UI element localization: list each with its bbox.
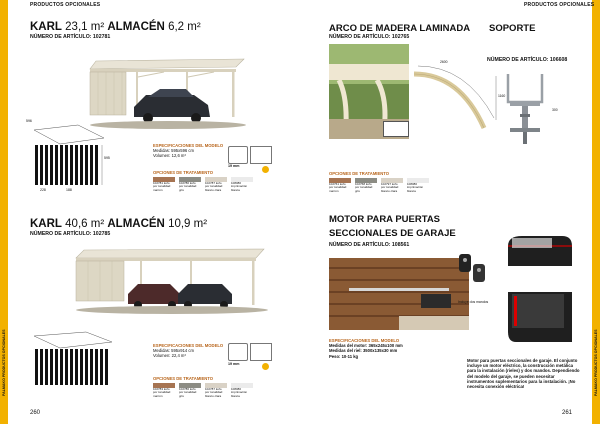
- motor-spec-2: Medidas del riel: 3500x135x30 mm: [329, 348, 398, 354]
- karl1-dim-bottom-a: 228: [40, 188, 46, 192]
- karl1-spec-volume: Volumen: 12,6 m³: [153, 153, 186, 159]
- karl1-treatment-title: OPCIONES DE TRATAMIENTO: [153, 170, 214, 175]
- arco-article-number: NÚMERO DE ARTÍCULO: 102765: [329, 34, 410, 40]
- karl1-article-number: NÚMERO DE ARTÍCULO: 102781: [30, 34, 111, 40]
- karl2-spec-dims: Medidas: 595x914 cm: [153, 348, 194, 353]
- karl2-spec-volume: Volumen: 22,4 m³: [153, 353, 186, 359]
- karl1-dim-top: 596: [26, 119, 32, 123]
- karl2-carport-image: [60, 246, 270, 318]
- arco-treatment-title: OPCIONES DE TRATAMIENTO: [329, 171, 390, 176]
- left-page-header: PRODUCTOS OPCIONALES: [30, 2, 101, 8]
- motor-spec-1: Medidas del motor: 365x245x100 mm: [329, 343, 403, 348]
- motor-article-number: NÚMERO DE ARTÍCULO: 108561: [329, 242, 410, 248]
- karl2-treatment-title: OPCIONES DE TRATAMIENTO: [153, 376, 214, 381]
- karl1-dim-right: 595: [104, 156, 110, 160]
- karl2-badge-icon: [262, 363, 269, 370]
- right-sidebar-text: PALMAKO PRODUCTOS OPCIONALES: [594, 329, 598, 396]
- motor-description: Motor para puertas seccionales de garaje. El conjunto incluye un motor eléctrico, la construcción metálica para la instalación (rieles) y dos mandos. Dependiendo del modelo del garaje, se pueden necesitar instrumentos suplementarios para la instalación. ¡No necesita conexión eléctrica!: [467, 358, 580, 390]
- karl2-spec-block: [153, 343, 233, 359]
- karl1-badge-icon: [262, 166, 269, 173]
- soporte-article-number: NÚMERO DE ARTÍCULO: 106608: [487, 57, 568, 63]
- arco-dim-a: 2600: [440, 60, 448, 64]
- remote-controls-image: [455, 250, 490, 300]
- roof-profile-icon: [250, 343, 272, 361]
- karl2-article-number: NÚMERO DE ARTÍCULO: 102785: [30, 231, 111, 237]
- remote-caption: Incluye dos mandos: [458, 300, 489, 304]
- karl2-treatment-swatches: 102783 kofo por tonalidad marrón 102786 kofo por tonalidad gris 102787 kofo por tonalidad blanco clara 108080 imprimación blanca: [153, 383, 253, 398]
- right-page-number: 261: [562, 410, 573, 416]
- karl2-title: KARL 40,6 m² ALMACÉN 10,9 m²: [30, 218, 208, 230]
- karl1-spec-dims: Medidas: 595x596 cm: [153, 148, 194, 153]
- right-page-header: PRODUCTOS OPCIONALES: [524, 2, 595, 8]
- wall-thickness-icon: [228, 343, 248, 361]
- motor-spec-3: Peso: 10-11 kg: [329, 353, 359, 359]
- karl1-title: KARL 23,1 m² ALMACÉN 6,2 m²: [30, 21, 201, 33]
- karl2-spec-title: ESPECIFICACIONES DEL MODELO: [153, 343, 224, 348]
- arco-dim-b: 1160: [498, 94, 506, 98]
- karl1-floor-plan: [30, 120, 108, 192]
- motor-unit-image: [502, 232, 578, 350]
- motor-title-line1: MOTOR PARA PUERTAS: [329, 214, 441, 225]
- karl1-dim-bottom-b: 188: [66, 188, 72, 192]
- karl1-spec-block: [153, 143, 225, 159]
- wall-thickness-icon: [228, 146, 248, 164]
- left-sidebar-text: PALMAKO PRODUCTOS OPCIONALES: [1, 329, 6, 396]
- soporte-title: SOPORTE: [489, 23, 536, 34]
- motor-spec-block: [329, 338, 439, 359]
- motor-title-line2: SECCIONALES DE GARAJE: [329, 228, 456, 239]
- karl1-treatment-swatches: 102781 kofo por tonalidad marrón 102780 kofo por tonalidad gris 102787 kofo por tonalidad blanco clara 108080 imprimación blanca: [153, 177, 253, 192]
- motor-garage-photo: [329, 258, 469, 330]
- roof-profile-icon: [250, 146, 272, 164]
- soporte-dim: 300: [552, 108, 558, 112]
- arco-treatment-swatches: 102761 kofo por tonalidad marrón 102768 kofo por tonalidad gris 102797 kofo por tonalidad blanco clara 108080 imprimación blanca: [329, 178, 429, 193]
- karl1-thickness: 19 mm: [228, 164, 240, 168]
- arco-drawing: [408, 60, 508, 135]
- karl1-spec-title: ESPECIFICACIONES DEL MODELO: [153, 143, 224, 148]
- left-page-number: 260: [30, 410, 41, 416]
- montaje-badge-icon: [383, 121, 409, 137]
- arco-title: ARCO DE MADERA LAMINADA: [329, 23, 471, 34]
- soporte-image: [500, 70, 550, 148]
- karl2-floor-plan: [30, 326, 116, 390]
- karl2-thickness: 19 mm: [228, 362, 240, 366]
- motor-spec-title: ESPECIFICACIONES DEL MODELO: [329, 338, 400, 343]
